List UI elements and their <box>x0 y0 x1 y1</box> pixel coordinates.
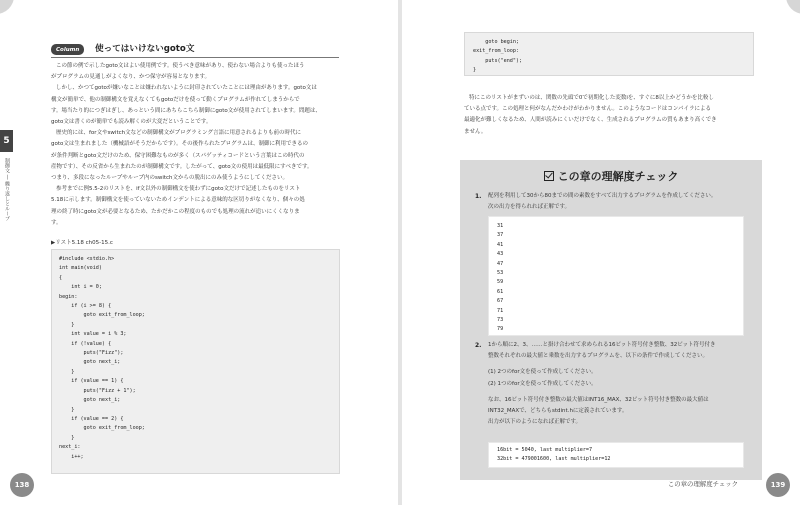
text-line: 配列を利用して30から80までの間の素数をすべて出力するプログラムを作成してください。 <box>488 193 717 199</box>
code-line: } <box>59 406 75 413</box>
text-line: ている点です。この処理と何がなんだかわけがわかりません。このようなコードはコンパイラによる <box>464 106 712 113</box>
corner-decoration <box>786 0 800 14</box>
column-rule <box>51 57 339 58</box>
output-line: 32bit = 479001600, last multiplier=12 <box>497 456 611 463</box>
page-number: 138 <box>10 473 34 497</box>
code-line: if (i >= 8) { <box>59 303 112 310</box>
text-line: 理の終了時にgoto文が必要となるため、たかだかこの程度のものでも処理の流れが追いにくくなりま <box>51 208 300 215</box>
text-line: す。 <box>51 219 62 226</box>
running-footer: この章の理解度チェック <box>667 480 738 488</box>
code-line: int i = 0; <box>59 284 102 291</box>
output-line: 47 <box>497 260 504 267</box>
text-line: この節の例で示したgoto文はよい使用例です。使うべき意味があり、使わない場合よりも使ったほう <box>56 63 305 69</box>
code-line: i++; <box>59 453 84 460</box>
code-line: goto exit_from_loop; <box>59 312 145 319</box>
column-body <box>51 61 321 229</box>
output-line: 53 <box>497 270 504 277</box>
code-line: puts("Fizz"); <box>59 350 124 357</box>
question-2-text <box>488 340 716 428</box>
text-line: 出力が以下のようになれば正解です。 <box>488 419 582 426</box>
code-line: exit_from_loop: <box>473 48 520 55</box>
code-line: } <box>473 67 477 74</box>
text-line: 5.18に示します。制御構文を使っていないためインデントによる意味的な区切りがなくなり、個々の処 <box>51 197 305 204</box>
column-title: 使ってはいけないgoto文 <box>95 44 195 54</box>
body-paragraph <box>464 93 717 138</box>
text-line: INT32_MAXで、どちらもstdint.hに定義されています。 <box>488 408 628 415</box>
code-line: } <box>59 434 75 441</box>
output-line: 73 <box>497 317 504 324</box>
checkbox-icon <box>544 171 554 181</box>
code-line: } <box>59 321 75 328</box>
text-line: goto文は書くのが簡単でも読み解くのが大変だということです。 <box>51 119 212 126</box>
chapter-title-vertical: 制御文 ― 繰り返しとループ <box>4 158 10 222</box>
code-line: int main(void) <box>59 265 102 272</box>
listing-label: ▶リスト5.18 ch05-15.c <box>51 240 113 246</box>
corner-decoration <box>0 0 14 14</box>
text-line: なお、16ビット符号付き整数の最大値はINT16_MAX、32ビット符号付き整数の最大値は <box>488 396 709 403</box>
chapter-tab: 5 <box>0 130 13 152</box>
output-line: 16bit = 5040, last multiplier=7 <box>497 447 593 453</box>
text-line: 参考までに例5.5-2のリストを、if文以外の制御構文を使わずにgoto文だけで記述したものをリスト <box>56 186 301 193</box>
code-line: if (value == 1) { <box>59 378 124 385</box>
code-line: #include <stdio.h> <box>59 256 115 262</box>
code-line: goto begin; <box>473 39 520 45</box>
left-page <box>0 0 398 505</box>
code-line: if (value == 2) { <box>59 415 124 422</box>
question-2-number: 2. <box>475 342 482 349</box>
text-line: 産物です）、その反省から生まれたのが制御構文です。したがって、goto文の使用は最低限にすべきです。 <box>51 163 313 170</box>
text-line: がプログラムの見通しがよくなり、かつ保守が容易となります。 <box>51 74 211 81</box>
output-line: 43 <box>497 251 504 258</box>
output-line: 61 <box>497 288 504 295</box>
question-1-number: 1. <box>475 193 482 200</box>
output-line: 41 <box>497 241 504 248</box>
text-line: 最適化が難しくなるため、人間が読みにくいだけでなく、生成されるプログラムの質もあまり高くでき <box>464 117 717 124</box>
output-line: 79 <box>497 326 504 333</box>
code-listing <box>51 249 340 474</box>
condition-line: (2) 1つのfor文を使って作成してください。 <box>488 380 597 387</box>
text-line: す。場当たり的につぎはぎし、あっという間にあちらこちら制御にgoto文が使用されてしまいます。問題は、 <box>51 107 321 114</box>
code-line: begin: <box>59 293 78 300</box>
check-title: この章の理解度チェック <box>557 170 679 183</box>
text-line: が条件判断とgoto文だけのため、保守困難なものが多く（スパゲッティコードという言葉はこの時代の <box>51 152 305 159</box>
condition-line: (1) 2つのfor文を使って作成してください。 <box>488 369 597 376</box>
output-line: 71 <box>497 307 504 314</box>
page-number: 139 <box>766 473 790 497</box>
code-line: int value = i % 3; <box>59 331 127 338</box>
text-line: 1から順に2、3、……と掛け合わせて求められる16ビット符号付き整数、32ビット符号付き <box>488 342 716 348</box>
code-line: puts("Fizz + 1"); <box>59 387 136 394</box>
chapter-check-box <box>460 160 762 480</box>
check-title-row <box>460 168 762 184</box>
code-listing-continued <box>464 32 754 76</box>
question-1-output <box>488 216 744 336</box>
question-1-text <box>488 191 716 213</box>
output-line: 59 <box>497 279 504 286</box>
code-line: goto next_i; <box>59 359 121 366</box>
text-line: ません。 <box>464 128 487 135</box>
output-line: 31 <box>497 223 504 229</box>
text-line: つまり、多段になったループやループ内のswitch文からの脱出にのみ使うようにしてください。 <box>51 175 289 182</box>
text-line: 歴史的には、for文やswitch文などの制御構文がプログラミング言語に用意されるよりも前の時代に <box>56 130 302 137</box>
text-line: goto文は生まれました（機械語がそうだからです）。その後作られたプログラムは、制御に利用できるの <box>51 141 309 148</box>
code-line: puts("end"); <box>473 57 523 64</box>
question-2-output <box>488 442 744 468</box>
code-line: next_i: <box>59 444 81 451</box>
code-line: goto exit_from_loop; <box>59 425 145 432</box>
text-line: 次の出力を得られれば正解です。 <box>488 204 571 211</box>
column-badge: Column <box>51 44 84 55</box>
text-line: 特にこのリストがまずいのは、関数の先頭で0で初期化した変数iを、すぐに8以上かどうかを比較し <box>469 95 714 101</box>
text-line: しかし、かつてgotoが嫌いなことは嫌われないように封印されていたことには理由があります。goto文は <box>56 85 317 92</box>
output-line: 67 <box>497 298 504 305</box>
right-page <box>402 0 800 505</box>
code-line: { <box>59 274 63 281</box>
code-line: if (!value) { <box>59 340 112 347</box>
code-line: goto next_i; <box>59 397 121 404</box>
code-line: } <box>59 368 75 375</box>
text-line: 構文が簡単で、他の制御構文を覚えなくてもgotoだけを使って動くプログラムが作れてしまうからで <box>51 96 300 103</box>
text-line: 整数それぞれの最大値と乗数を出力するプログラムを、以下の条件で作成してください。 <box>488 353 708 360</box>
output-line: 37 <box>497 232 504 239</box>
